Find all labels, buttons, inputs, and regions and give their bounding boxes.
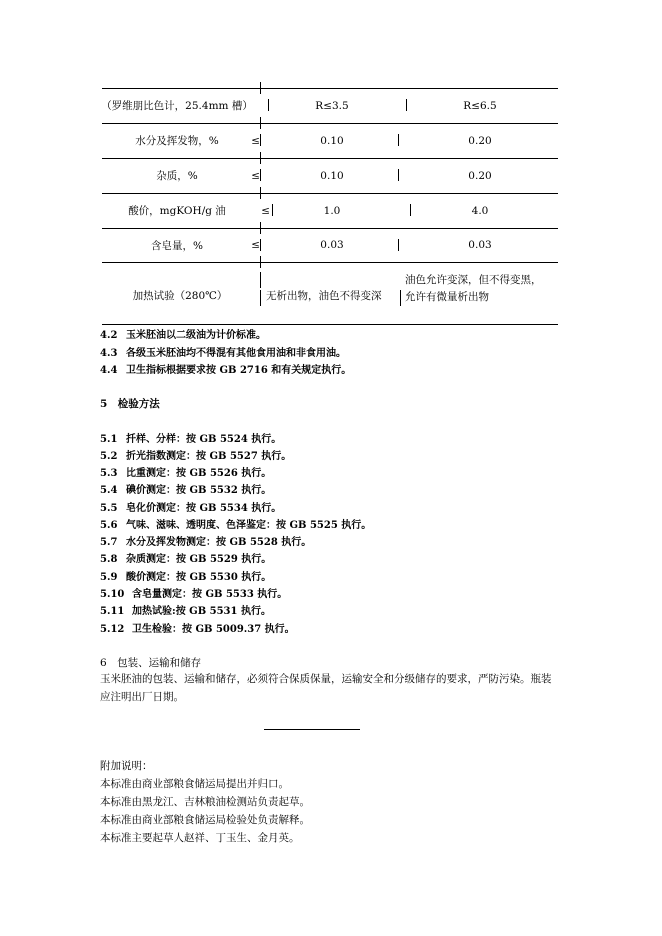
grade-1-value: 0.03 xyxy=(320,239,344,251)
method-number: 5.2 xyxy=(100,451,118,462)
method-text: 折光指数测定：按 GB 5527 执行。 xyxy=(126,451,292,462)
clause-number: 4.4 xyxy=(100,365,118,376)
clause-text: 卫生指标根据要求按 GB 2716 和有关规定执行。 xyxy=(126,365,352,376)
method-text: 加热试验:按 GB 5531 执行。 xyxy=(132,606,271,617)
grade-2-value: 0.20 xyxy=(468,134,492,147)
clause-number: 4.2 xyxy=(100,330,118,341)
section-paragraph: 玉米胚油的包装、运输和储存，必须符合保质保量，运输安全和分级储存的要求，严防污染。瓶装应注明出厂日期。 xyxy=(100,673,552,703)
clause-text: 各级玉米胚油均不得混有其他食用油和非食用油。 xyxy=(126,348,346,359)
method-line xyxy=(100,550,271,565)
section-heading: 5 检验方法 xyxy=(100,398,160,410)
method-line xyxy=(100,499,281,514)
method-line xyxy=(100,464,271,479)
method-line xyxy=(100,447,291,462)
comparison-sign: ≤ xyxy=(251,169,260,182)
method-text: 酸价测定：按 GB 5530 执行。 xyxy=(126,572,272,583)
method-line xyxy=(100,481,271,496)
comparison-sign: ≤ xyxy=(251,239,260,251)
method-line xyxy=(100,516,371,531)
method-line xyxy=(100,602,271,617)
table-row xyxy=(102,193,558,228)
grade-1-value: R≤3.5 xyxy=(315,99,349,112)
method-number: 5.7 xyxy=(100,537,118,548)
comparison-sign: ≤ xyxy=(251,134,260,147)
table-row xyxy=(102,123,558,158)
row-label: 杂质，% xyxy=(156,170,198,182)
method-line xyxy=(100,430,281,445)
row-label: 含皂量，% xyxy=(151,239,203,252)
table-rule xyxy=(102,324,558,325)
grade-1-value: 无析出物，油色不得变深 xyxy=(266,290,382,302)
table-row-heating xyxy=(102,262,558,324)
method-text: 碘价测定：按 GB 5532 执行。 xyxy=(126,485,272,496)
clause-line xyxy=(100,326,266,341)
clause-line xyxy=(100,361,351,376)
method-text: 卫生检验：按 GB 5009.37 执行。 xyxy=(132,624,295,635)
end-divider xyxy=(264,729,360,730)
section-heading: 6 包装、运输和储存 xyxy=(100,657,202,669)
note-line: 本标准由黑龙江、吉林粮油检测站负责起草。 xyxy=(100,796,310,808)
method-number: 5.5 xyxy=(100,503,118,514)
method-number: 5.9 xyxy=(100,572,118,583)
method-text: 含皂量测定：按 GB 5533 执行。 xyxy=(132,589,288,600)
grade-2-value: 0.20 xyxy=(468,169,492,182)
table-row xyxy=(102,228,558,262)
clause-line xyxy=(100,344,346,359)
method-number: 5.6 xyxy=(100,520,118,531)
grade-1-value: 0.10 xyxy=(320,169,344,182)
table-row xyxy=(102,88,558,123)
row-label: 水分及挥发物，% xyxy=(135,135,219,147)
grade-2-value: 0.03 xyxy=(468,239,492,251)
method-number: 5.12 xyxy=(100,624,125,635)
method-text: 比重测定：按 GB 5526 执行。 xyxy=(126,468,272,479)
note-line: 本标准由商业部粮食储运局提出并归口。 xyxy=(100,778,289,790)
grade-2-value: 4.0 xyxy=(471,204,489,217)
grade-1-value: 0.10 xyxy=(320,134,344,147)
note-line: 本标准主要起草人赵祥、丁玉生、金月英。 xyxy=(100,832,300,844)
clause-text: 玉米胚油以二级油为计价标准。 xyxy=(126,330,266,341)
method-number: 5.4 xyxy=(100,485,118,496)
method-text: 气味、滋味、透明度、色泽鉴定：按 GB 5525 执行。 xyxy=(126,520,372,531)
method-number: 5.10 xyxy=(100,589,125,600)
notes-title: 附加说明： xyxy=(100,760,153,772)
grade-2-value: 油色允许变深，但不得变黑， xyxy=(405,274,542,286)
method-text: 杂质测定：按 GB 5529 执行。 xyxy=(126,554,272,565)
method-line xyxy=(100,620,295,635)
method-number: 5.1 xyxy=(100,434,118,445)
row-label: （罗维朋比色计，25.4mm 槽） xyxy=(101,100,253,112)
method-line xyxy=(100,568,271,583)
method-text: 扦样、分样：按 GB 5524 执行。 xyxy=(126,434,282,445)
grade-2-value: 允许有微量析出物 xyxy=(405,291,489,303)
table-row xyxy=(102,158,558,193)
method-number: 5.11 xyxy=(100,606,125,617)
method-number: 5.3 xyxy=(100,468,118,479)
comparison-sign: ≤ xyxy=(261,204,270,217)
row-label: 加热试验（280℃） xyxy=(132,290,228,302)
method-line xyxy=(100,533,311,548)
method-number: 5.8 xyxy=(100,554,118,565)
method-text: 皂化价测定：按 GB 5534 执行。 xyxy=(126,503,282,514)
row-label: 酸价，mgKOH/g 油 xyxy=(128,205,226,217)
note-line: 本标准由商业部粮食储运局检验处负责解释。 xyxy=(100,814,310,826)
method-line xyxy=(100,585,287,600)
method-text: 水分及挥发物测定：按 GB 5528 执行。 xyxy=(126,537,312,548)
grade-2-value: R≤6.5 xyxy=(463,99,497,112)
grade-1-value: 1.0 xyxy=(323,204,341,217)
comparison-sign xyxy=(240,88,260,123)
clause-number: 4.3 xyxy=(100,348,118,359)
